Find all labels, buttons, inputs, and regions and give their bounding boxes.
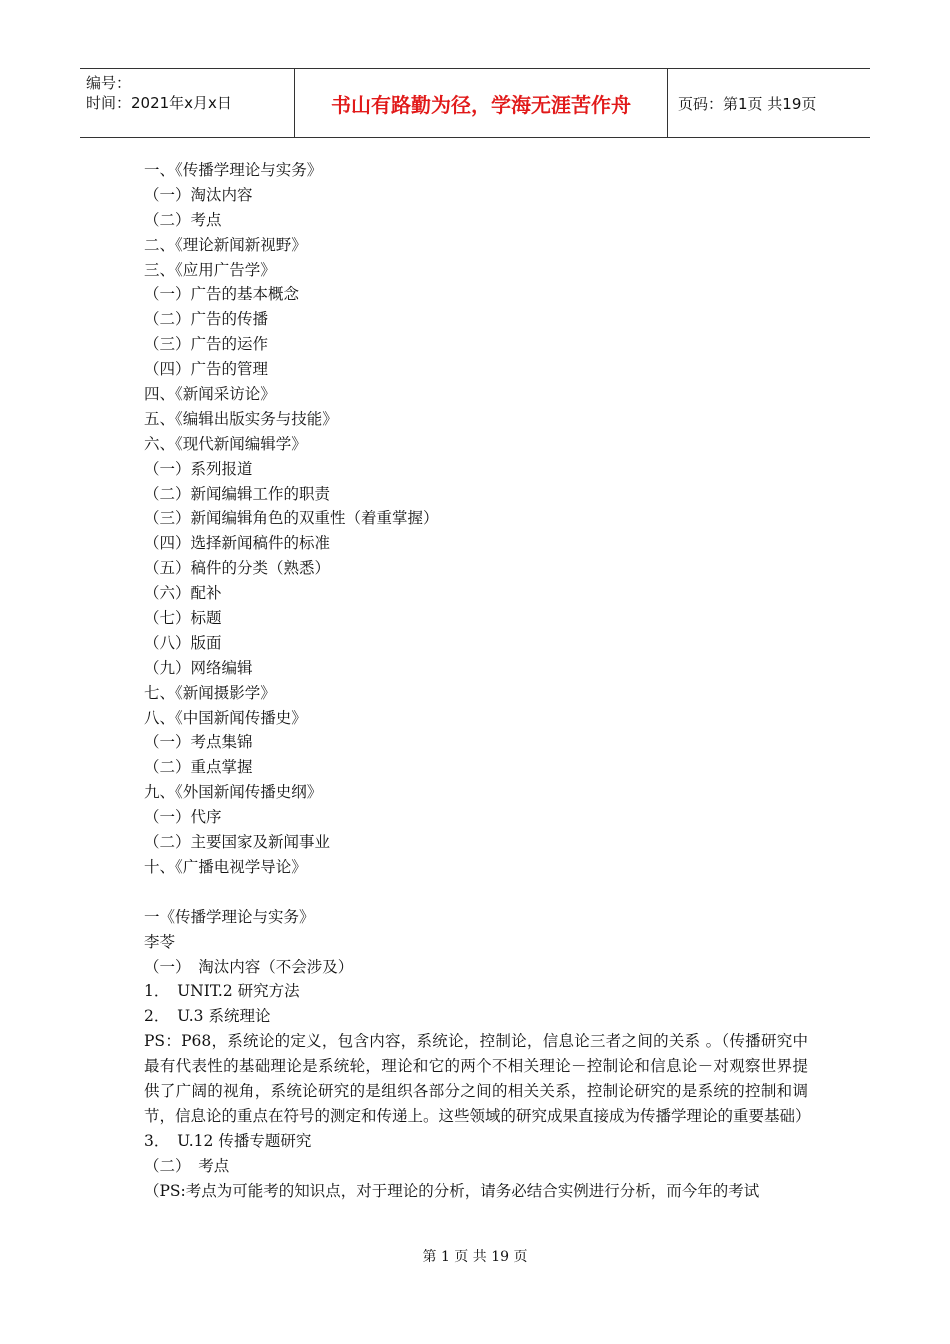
toc-item: 八、《中国新闻传播史》: [144, 708, 307, 727]
toc-item: （一）淘汰内容: [144, 185, 253, 204]
header-motto: 书山有路勤为径，学海无涯苦作舟: [295, 69, 668, 137]
toc-item: （四）广告的管理: [144, 360, 269, 379]
subsection-heading: （一） 淘汰内容（不会涉及）: [144, 957, 354, 976]
toc-item: 二、《理论新闻新视野》: [144, 235, 307, 254]
toc-item: 四、《新闻采访论》: [144, 385, 276, 404]
toc-item: 三、《应用广告学》: [144, 260, 276, 279]
spacer: [144, 880, 808, 905]
list-item: 2． U.3 系统理论: [144, 1007, 271, 1026]
toc-item: （七）标题: [144, 609, 222, 628]
list-item: 1． UNIT.2 研究方法: [144, 982, 300, 1001]
document-date: 时间：2021年x月x日: [86, 94, 232, 112]
toc-item: 六、《现代新闻编辑学》: [144, 434, 307, 453]
list-item: 3． U.12 传播专题研究: [144, 1131, 312, 1150]
toc-item: 一、《传播学理论与实务》: [144, 161, 323, 179]
toc-item: （三）广告的运作: [144, 335, 269, 354]
toc-item: （六）配补: [144, 584, 222, 603]
toc-item: （二）新闻编辑工作的职责: [144, 484, 331, 503]
toc-item: （二）重点掌握: [144, 758, 253, 777]
header-meta-cell: [80, 69, 295, 137]
toc-item: 五、《编辑出版实务与技能》: [144, 409, 338, 428]
table-of-contents: [144, 158, 808, 880]
section-body: [144, 905, 811, 1204]
toc-item: （二）主要国家及新闻事业: [144, 833, 331, 852]
header-table: [80, 68, 870, 138]
toc-item: （一）系列报道: [144, 459, 253, 478]
toc-item: （二）广告的传播: [144, 310, 269, 329]
paragraph-line: （PS:考点为可能考的知识点，对于理论的分析，请务必结合实例进行分析，而今年的考试: [144, 1181, 760, 1200]
toc-item: 九、《外国新闻传播史纲》: [144, 783, 323, 802]
toc-item: （八）版面: [144, 633, 222, 652]
toc-item: （一）考点集锦: [144, 733, 253, 752]
toc-item: （二）考点: [144, 210, 222, 229]
header-page-info: 页码：第1页 共19页: [678, 94, 817, 113]
toc-item: 七、《新闻摄影学》: [144, 683, 276, 702]
toc-item: （一）广告的基本概念: [144, 285, 300, 304]
toc-item: （五）稿件的分类（熟悉）: [144, 559, 331, 578]
document-number-label: 编号：: [86, 74, 132, 92]
toc-item: （三）新闻编辑角色的双重性（着重掌握）: [144, 509, 439, 528]
toc-item: （四）选择新闻稿件的标准: [144, 534, 331, 553]
ps-paragraph: PS：P68，系统论的定义，包含内容，系统论，控制论，信息论三者之间的关系 。（传播研究中最有代表性的基础理论是系统轮，理论和它的两个不相关理论－控制论和信息论－对观察世界提供了广阔的视角，系统论研究的是组织各部分之间的相关关系，控制论研究的是系统的控制和调节，信息论的重点在符号的测定和传递上。这些领域的研究成果直接成为传播学理论的重要基础）: [144, 1032, 811, 1125]
author-name: 李苓: [144, 932, 176, 951]
toc-item: 十、《广播电视学导论》: [144, 857, 307, 876]
page-footer: 第 1 页 共 19 页: [422, 1249, 528, 1265]
toc-item: （九）网络编辑: [144, 658, 253, 677]
subsection-heading: （二） 考点: [144, 1156, 230, 1175]
document-content: [144, 158, 811, 1203]
toc-item: （一）代序: [144, 808, 222, 827]
section-title: 一《传播学理论与实务》: [144, 907, 315, 926]
